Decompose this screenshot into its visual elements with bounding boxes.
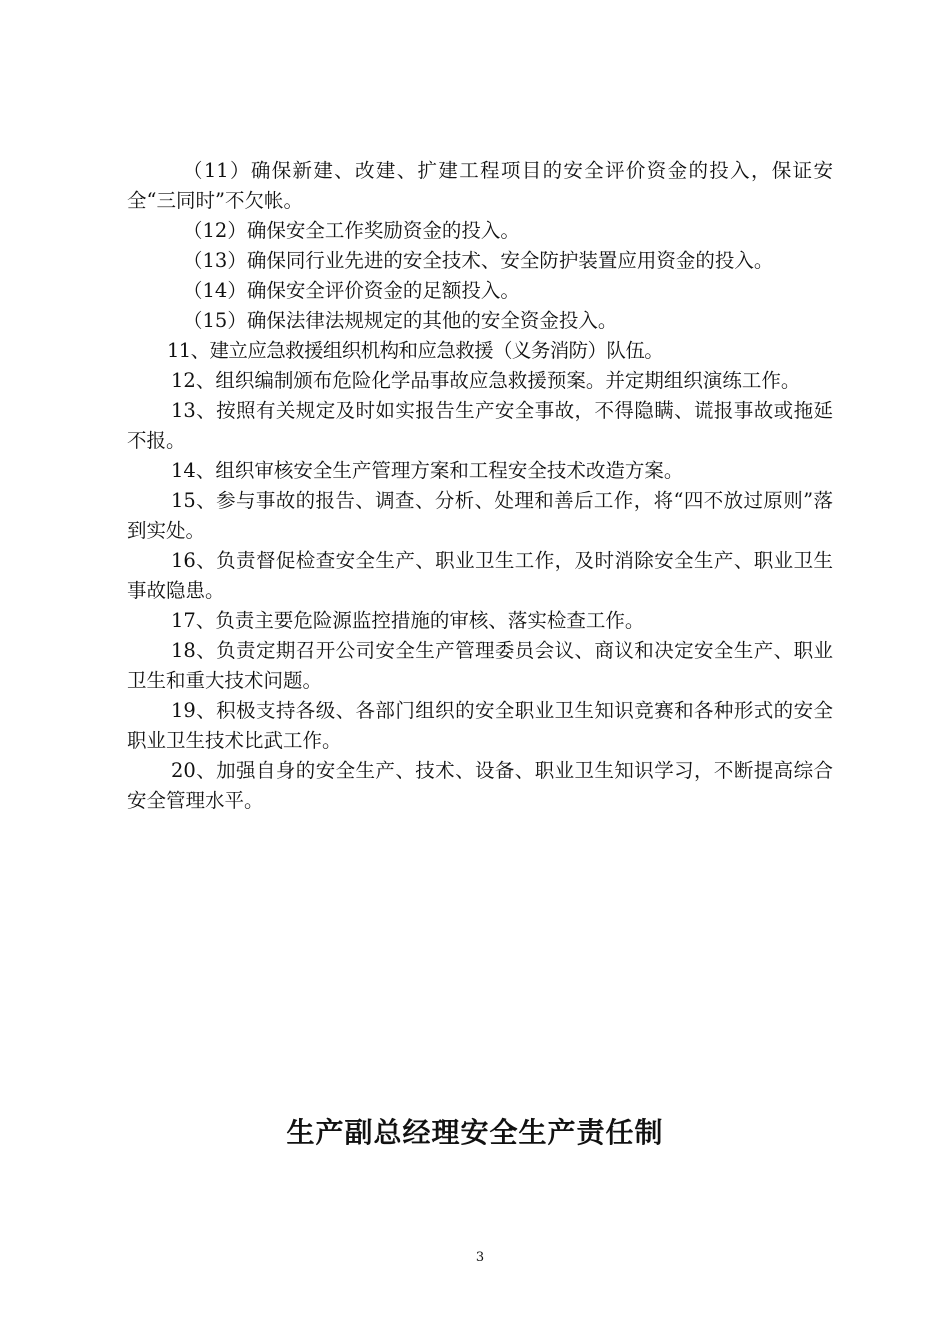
paragraph-18: 18、负责定期召开公司安全生产管理委员会议、商议和决定安全生产、职业卫生和重大技术问题。 [127,639,833,692]
paragraph-16: 16、负责督促检查安全生产、职业卫生工作，及时消除安全生产、职业卫生事故隐患。 [127,549,833,602]
paragraph-15: 15、参与事故的报告、调查、分析、处理和善后工作，将“四不放过原则”落到实处。 [127,489,833,542]
paragraph-19: 19、积极支持各级、各部门组织的安全职业卫生知识竞赛和各种形式的安全职业卫生技术比武工作。 [127,699,833,752]
section-title: 生产副总经理安全生产责任制 [286,1116,664,1149]
paragraph-17: 17、负责主要危险源监控措施的审核、落实检查工作。 [171,609,645,632]
document-body [127,156,833,816]
paragraph-20: 20、加强自身的安全生产、技术、设备、职业卫生知识学习，不断提高综合安全管理水平。 [127,759,833,812]
paragraph-11: 11、建立应急救援组织机构和应急救援（义务消防）队伍。 [167,339,664,362]
paragraph-item-11: （11）确保新建、改建、扩建工程项目的安全评价资金的投入，保证安全“三同时”不欠帐。 [127,159,833,212]
paragraph-item-12: （12）确保安全工作奖励资金的投入。 [183,219,520,242]
paragraph-14: 14、组织审核安全生产管理方案和工程安全技术改造方案。 [171,459,684,482]
paragraph-13: 13、按照有关规定及时如实报告生产安全事故，不得隐瞒、谎报事故或拖延不报。 [127,399,833,452]
page-number: 3 [475,1250,485,1265]
paragraph-item-14: （14）确保安全评价资金的足额投入。 [183,279,520,302]
paragraph-12: 12、组织编制颁布危险化学品事故应急救援预案。并定期组织演练工作。 [171,369,801,392]
paragraph-item-15: （15）确保法律法规规定的其他的安全资金投入。 [183,309,618,332]
paragraph-item-13: （13）确保同行业先进的安全技术、安全防护装置应用资金的投入。 [183,249,774,272]
